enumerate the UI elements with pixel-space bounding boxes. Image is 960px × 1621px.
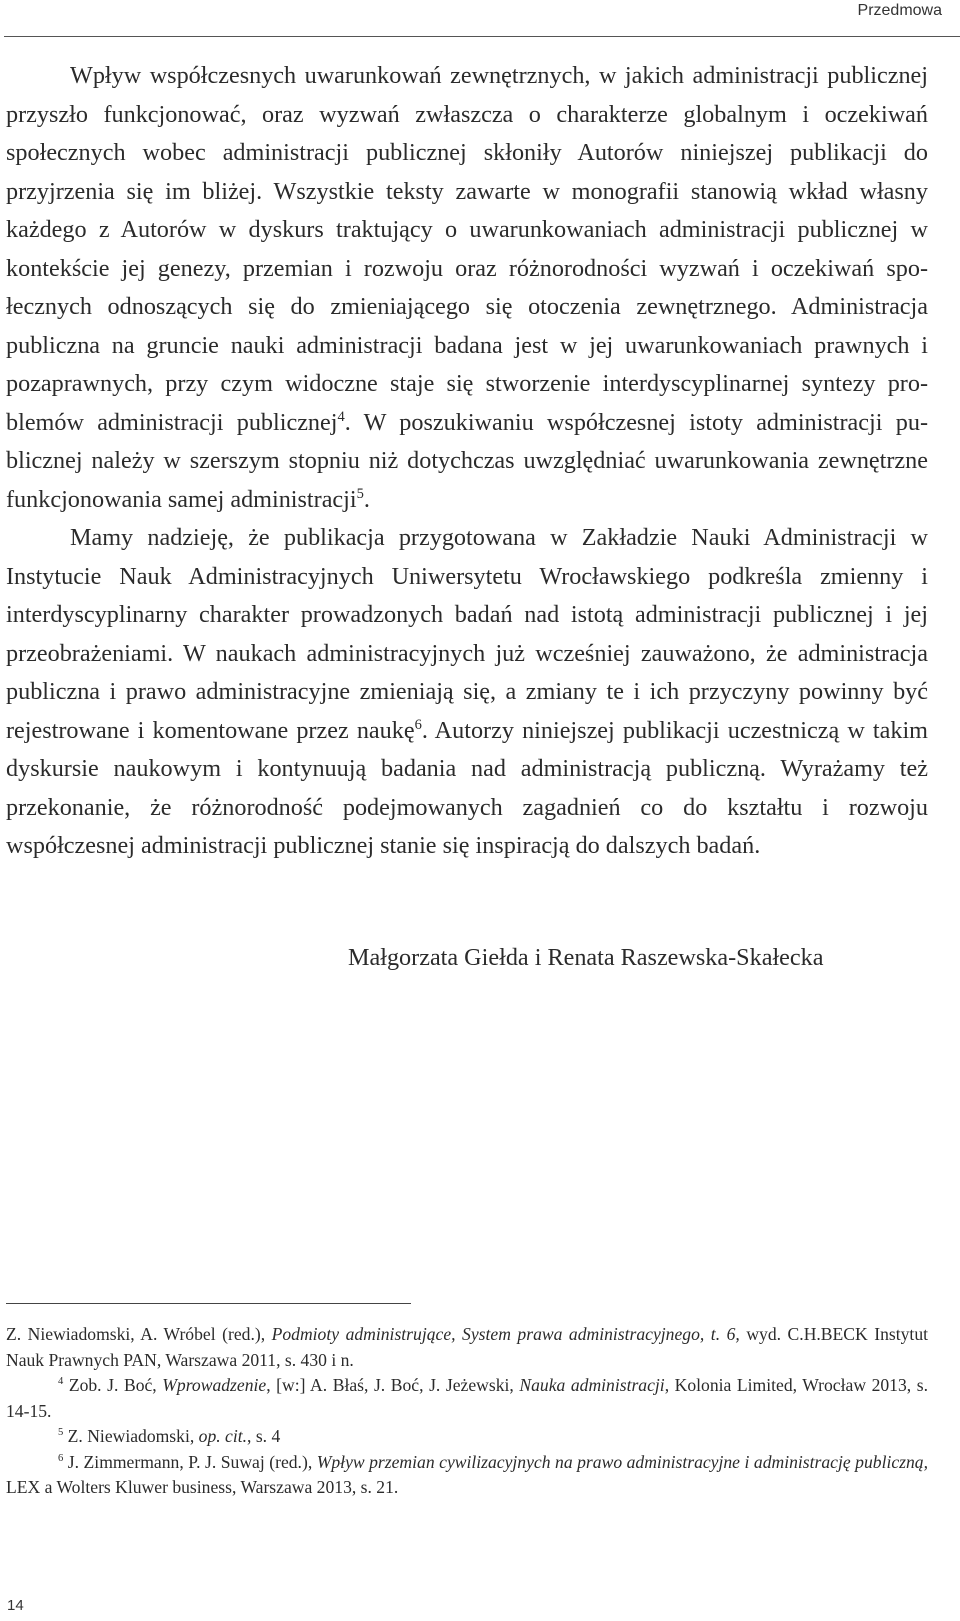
footnote-3-title: Podmioty administrujące, System prawa administracyjnego, t. 6, xyxy=(271,1324,740,1344)
footnote-5-text-b: , s. 4 xyxy=(247,1426,281,1446)
footnote-ref-5: 5 xyxy=(356,485,364,502)
footnote-6 xyxy=(6,1450,928,1501)
footnote-4 xyxy=(6,1373,928,1424)
footnote-4-text-a: Zob. J. Boć, xyxy=(63,1375,163,1395)
footnote-5-title: op. cit. xyxy=(198,1426,248,1446)
paragraph-1-text-c: . xyxy=(363,485,370,513)
footnote-4-text-c: , Kolonia Limited, Wrocław 2013, s. 14-15. xyxy=(6,1375,928,1421)
paragraph-2-text-a: Mamy nadzieję, że publikacja przygotowana w Zakładzie Nauki Administracji w Instytucie Nauk Administracyjnych Uniwersytetu Wrocławskiego podkreśla zmienny i interdyscyplinarny charakter prowadzonych badań nad istotą administracji publicznej i jej przeobrażeniami. W naukach administracyjnych już wcześniej zauważono, że administracja publiczna i prawo administracyjne zmieniają się, a zmiany te i ich przyczyny powinny być rejestrowane i komentowane przez naukę xyxy=(6,524,928,744)
footnote-3-text-a: Z. Niewiadomski, A. Wróbel (red.), xyxy=(6,1324,272,1344)
footnote-3-text-b: wyd. C.H.BECK Instytut Nauk Prawnych PAN, Warszawa 2011, s. 430 i n. xyxy=(6,1324,928,1370)
footnote-6-number: 6 xyxy=(58,1452,64,1464)
running-header-title: Przedmowa xyxy=(857,2,942,19)
paragraph-1 xyxy=(6,57,928,519)
footnote-ref-4: 4 xyxy=(337,408,345,425)
footnote-4-number: 4 xyxy=(58,1376,64,1388)
footnote-4-title-a: Wprowadzenie xyxy=(162,1375,267,1395)
footnote-4-text-b: , [w:] A. Błaś, J. Boć, J. Jeżewski, xyxy=(266,1375,520,1395)
paragraph-2 xyxy=(6,519,928,866)
page-header xyxy=(0,0,960,40)
footnote-ref-6: 6 xyxy=(414,716,422,733)
signature: Małgorzata Giełda i Renata Raszewska-Skałecka xyxy=(348,944,824,971)
footnote-5-number: 5 xyxy=(58,1427,64,1439)
footnote-6-text-a: J. Zimmermann, P. J. Suwaj (red.), xyxy=(63,1451,317,1472)
paragraph-1-text-a: Wpływ współczesnych uwarunkowań zewnętrznych, w jakich administracji publicznej przyszło funkcjonować, oraz wyzwań zwłaszcza o charakterze globalnym i oczekiwań społecznych wobec administracji publicznej skłoniły Autorów niniejszej publikacji do przyjrzenia się im bliżej. Wszystkie teksty zawarte w monografii stanowią wkład własny każdego z Autorów w dyskurs traktujący o uwarunkowaniach administracji publicznej w kontekście jej genezy, przemian i rozwoju oraz różnorodności wyzwań i oczekiwań społecznych odnoszących się do zmieniającego się otoczenia zewnętrznego. Administracja publiczna na gruncie nauki administracji badana jest w jej uwarunkowaniach prawnych i pozaprawnych, przy czym widoczne staje się stworzenie interdyscyplinarnej syntezy problemów administracji publicznej xyxy=(6,62,928,436)
footnote-6-title: Wpływ przemian cywilizacyjnych na prawo administracyjne i administrację publiczną, xyxy=(316,1451,928,1472)
footnote-rule xyxy=(6,1303,411,1304)
footnote-4-title-b: Nauka administracji xyxy=(519,1375,665,1395)
page-number: 14 xyxy=(7,1597,24,1614)
footnote-5 xyxy=(6,1424,928,1450)
body-text xyxy=(6,57,928,866)
header-rule xyxy=(4,36,960,37)
footnotes xyxy=(6,1322,928,1501)
paragraph-2-text-b: . Autorzy niniejszej publikacji uczestniczą w takim dyskursie naukowym i kontynuują badania nad administracją publiczną. Wyrażamy też przekonanie, że różnorodność podejmowanych zagadnień co do kształtu i rozwoju współczesnej administracji publicznej stanie się inspiracją do dalszych badań. xyxy=(6,716,928,859)
footnote-5-text-a: Z. Niewiadomski, xyxy=(63,1426,199,1446)
footnote-6-text-b: LEX a Wolters Kluwer business, Warszawa 2013, s. 21. xyxy=(6,1477,399,1497)
paragraph-1-text-b: . W poszukiwaniu współczesnej istoty administracji publicznej należy w szerszym stopniu niż dotychczas uwzględniać uwarunkowania zewnętrzne funkcjonowania samej administracji xyxy=(6,408,928,513)
footnote-3 xyxy=(6,1322,928,1373)
